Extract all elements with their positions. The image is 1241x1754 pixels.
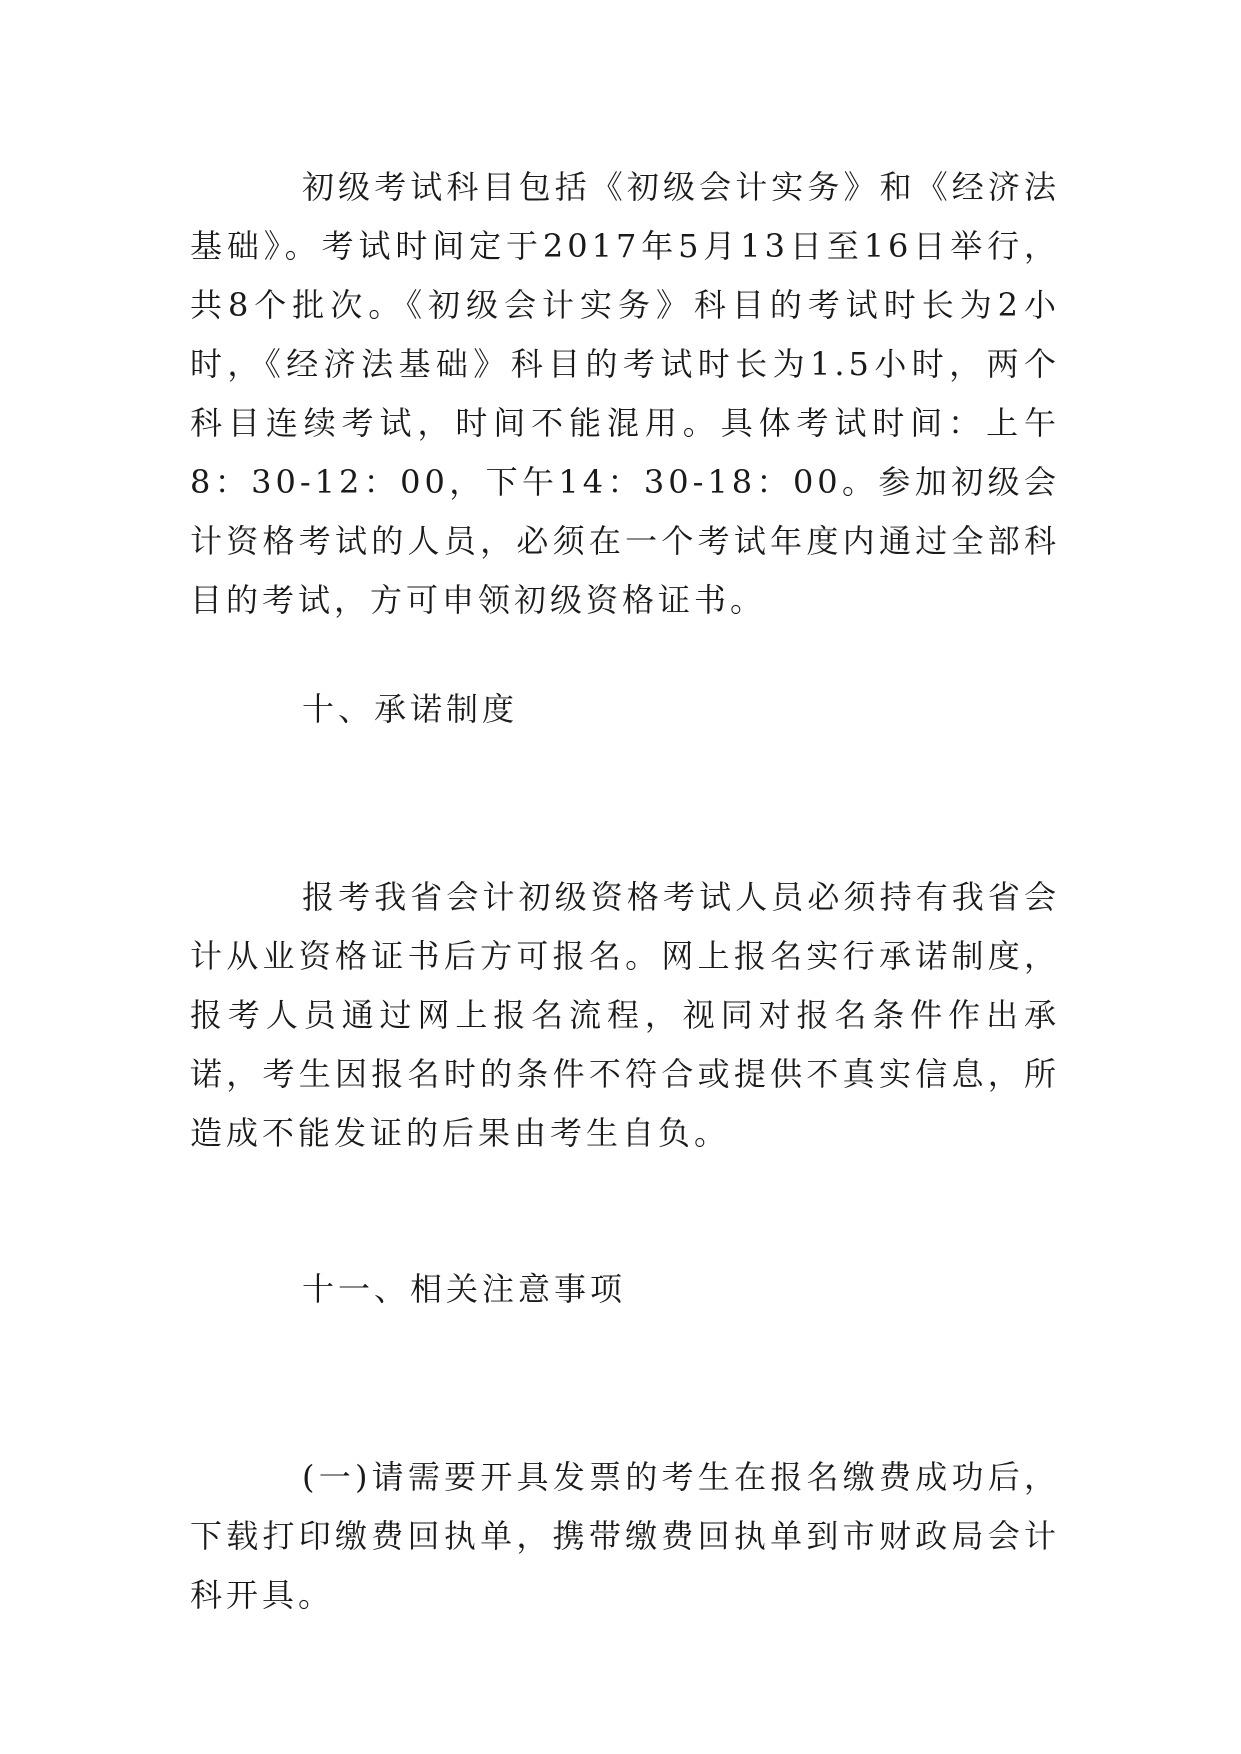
paragraph-exam-subjects: 初级考试科目包括《初级会计实务》和《经济法基础》。考试时间定于2017年5月13日至16日举行，共8个批次。《初级会计实务》科目的考试时长为2小时，《经济法基础》科目的考试时长为1.5小时，两个科目连续考试，时间不能混用。具体考试时间：上午8：30-12：00，下午14：30-18：00。参加初级会计资格考试的人员，必须在一个考试年度内通过全部科目的考试，方可申领初级资格证书。 bbox=[190, 168, 1060, 619]
paragraph-commitment: 报考我省会计初级资格考试人员必须持有我省会计从业资格证书后方可报名。网上报名实行承诺制度，报考人员通过网上报名流程，视同对报名条件作出承诺，考生因报名时的条件不符合或提供不真实信息，所造成不能发证的后果由考生自负。 bbox=[190, 878, 1060, 1152]
section-heading-notes: 十一、相关注意事项 bbox=[302, 1270, 627, 1308]
paragraph-notes-item-1: (一)请需要开具发票的考生在报名缴费成功后，下载打印缴费回执单，携带缴费回执单到市财政局会计科开具。 bbox=[190, 1458, 1060, 1614]
section-heading-commitment: 十、承诺制度 bbox=[302, 690, 519, 728]
